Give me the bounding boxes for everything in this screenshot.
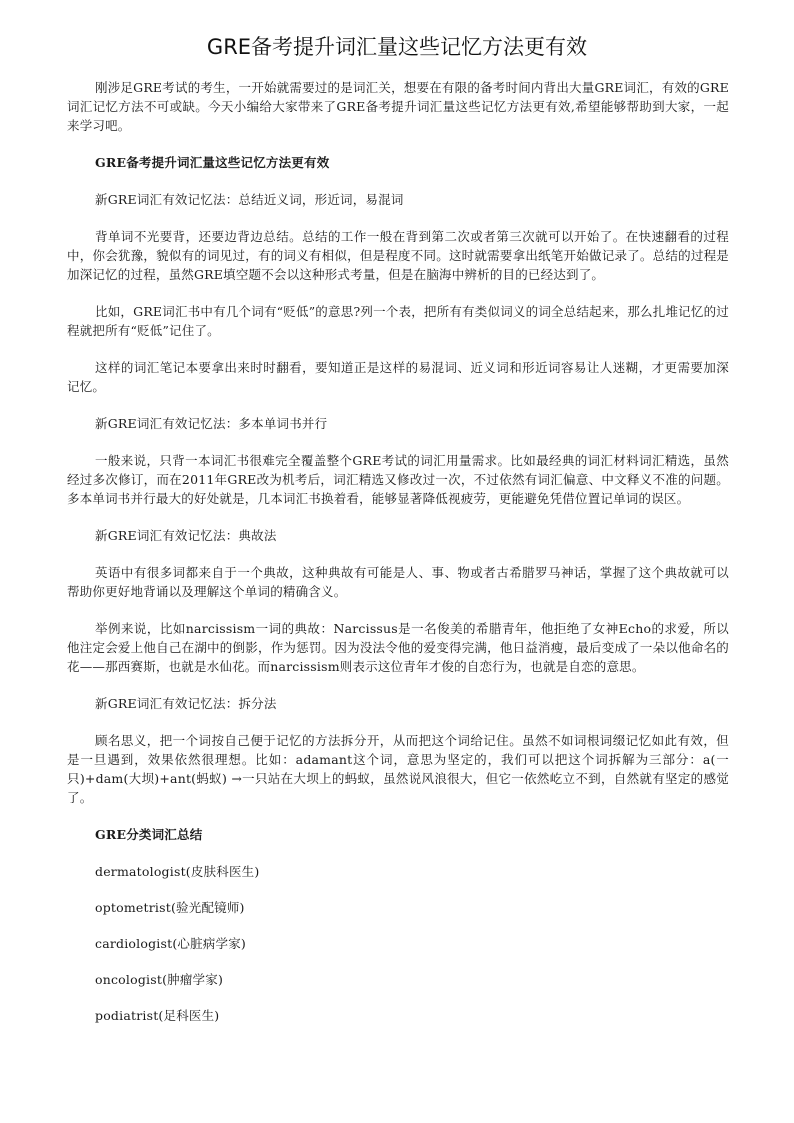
document-title: GRE备考提升词汇量这些记忆方法更有效 (206, 35, 588, 59)
method-1-title: 新GRE词汇有效记忆法：总结近义词，形近词，易混词 (95, 192, 404, 207)
vocab-item: oncologist(肿瘤学家) (95, 972, 224, 987)
method-4-paragraph-1: 顾名思义，把一个词按自己便于记忆的方法拆分开，从而把这个词给记住。虽然不如词根词缀记忆如此有效，但是一旦遇到，效果依然很理想。比如：adamant这个词，意思为坚定的，我们可以把这个词拆解为三部分：a(一只)+dam(大坝)+ant(蚂蚁) →一只站在大坝上的蚂蚁，虽然说风浪很大，但它一依然屹立不到，自然就有坚定的感觉了。 (67, 733, 729, 805)
intro-paragraph: 刚涉足GRE考试的考生，一开始就需要过的是词汇关，想要在有限的备考时间内背出大量GRE词汇，有效的GRE词汇记忆方法不可或缺。今天小编给大家带来了GRE备考提升词汇量这些记忆方法更有效,希望能够帮助到大家，一起来学习吧。 (67, 80, 729, 133)
section-heading-vocabulary: GRE分类词汇总结 (95, 827, 203, 842)
method-3-paragraph-1: 英语中有很多词都来自于一个典故，这种典故有可能是人、事、物或者古希腊罗马神话，掌握了这个典故就可以帮助你更好地背诵以及理解这个单词的精确含义。 (67, 565, 729, 599)
vocab-item: cardiologist(心脏病学家) (95, 936, 246, 951)
method-4-title: 新GRE词汇有效记忆法：拆分法 (95, 696, 277, 711)
method-3-paragraph-2: 举例来说，比如narcissism一词的典故：Narcissus是一名俊美的希腊青年，他拒绝了女神Echo的求爱，所以他注定会爱上他自己在湖中的倒影，作为惩罚。因为没法令他的爱变得完满，他日益消瘦，最后变成了一朵以他命名的花——那西赛斯，也就是水仙花。而narcissism则表示这位青年才俊的自恋行为，也就是自恋的意思。 (67, 621, 729, 674)
vocab-item: optometrist(验光配镜师) (95, 900, 245, 915)
document-body (67, 78, 729, 1042)
section-heading-methods: GRE备考提升词汇量这些记忆方法更有效 (95, 155, 330, 170)
method-1-paragraph-2: 比如，GRE词汇书中有几个词有“贬低”的意思?列一个表，把所有有类似词义的词全总结起来，那么扎堆记忆的过程就把所有“贬低”记住了。 (67, 304, 729, 338)
method-2-paragraph-1: 一般来说，只背一本词汇书很难完全覆盖整个GRE考试的词汇用量需求。比如最经典的词汇材料词汇精选，虽然经过多次修订，而在2011年GRE改为机考后，词汇精选又修改过一次，不过依然有词汇偏意、中文释义不准的问题。多本单词书并行最大的好处就是，几本词汇书换着看，能够显著降低视疲劳，更能避免凭借位置记单词的误区。 (67, 453, 729, 506)
method-3-title: 新GRE词汇有效记忆法：典故法 (95, 528, 277, 543)
vocab-item: podiatrist(足科医生) (95, 1008, 220, 1023)
method-2-title: 新GRE词汇有效记忆法：多本单词书并行 (95, 416, 328, 431)
method-1-paragraph-1: 背单词不光要背，还要边背边总结。总结的工作一般在背到第二次或者第三次就可以开始了。在快速翻看的过程中，你会犹豫，貌似有的词见过，有的词义有相似，但是程度不同。这时就需要拿出纸笔开始做记录了。总结的过程是加深记忆的过程，虽然GRE填空题不会以这种形式考量，但是在脑海中辨析的目的已经达到了。 (67, 229, 729, 282)
method-1-paragraph-3: 这样的词汇笔记本要拿出来时时翻看，要知道正是这样的易混词、近义词和形近词容易让人迷糊，才更需要加深记忆。 (67, 360, 729, 394)
vocab-item: dermatologist(皮肤科医生) (95, 864, 260, 879)
